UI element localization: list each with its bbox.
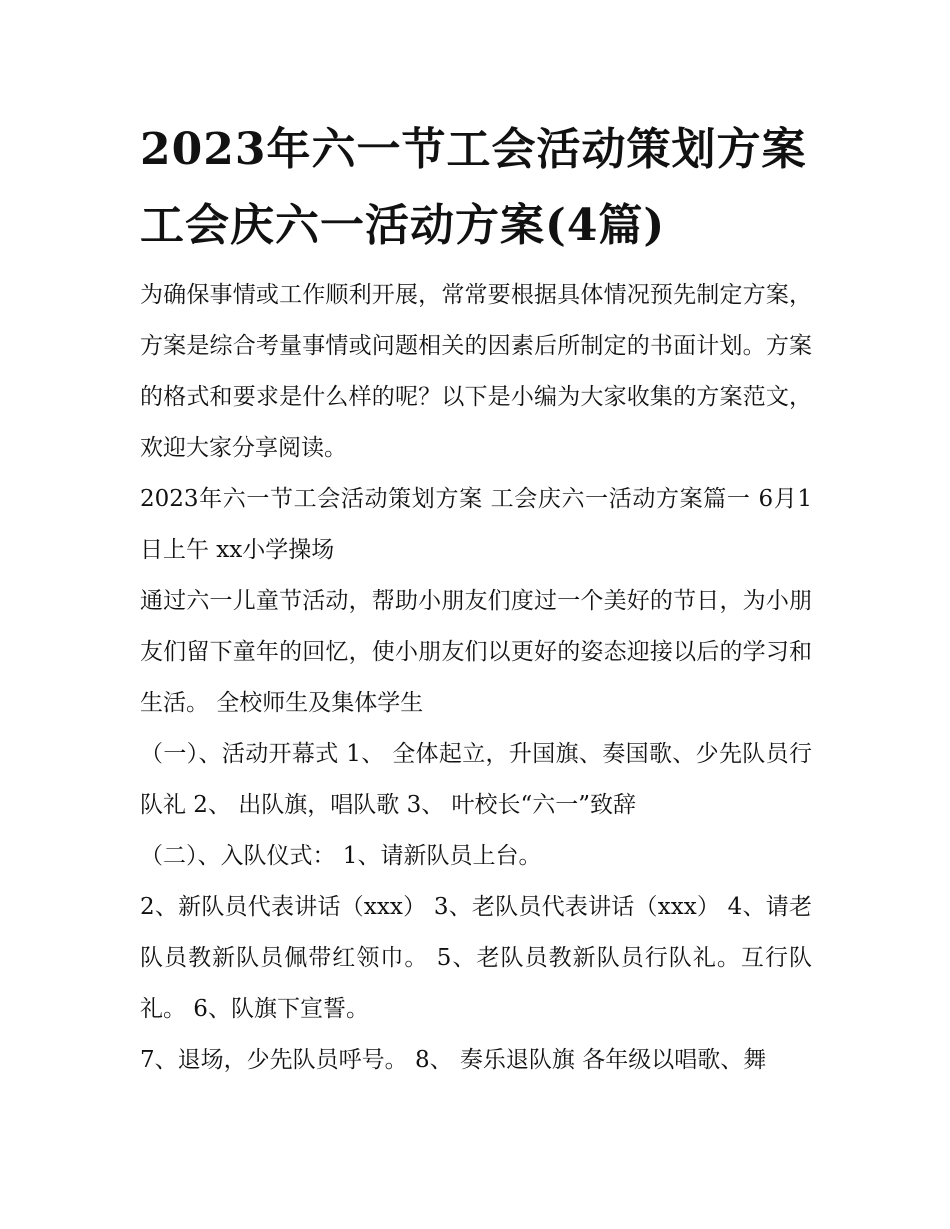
paragraph-plan-heading: 2023年六一节工会活动策划方案 工会庆六一活动方案篇一 6月1日上午 xx小学操场 [140, 486, 813, 563]
paragraph-induction-steps: 2、新队员代表讲话（xxx） 3、老队员代表讲话（xxx） 4、请老队员教新队员佩带红领巾。 5、老队员教新队员行队礼。互行队礼。 6、队旗下宣誓。 [140, 894, 812, 1022]
paragraph-closing: 7、退场，少先队员呼号。 8、 奏乐退队旗 各年级以唱歌、舞 [140, 1047, 767, 1073]
paragraph-opening-ceremony: （一）、活动开幕式 1、 全体起立，升国旗、奏国歌、少先队员行队礼 2、 出队旗，唱队歌 3、 叶校长“六一”致辞 [140, 741, 812, 818]
paragraph-induction-ceremony: （二）、入队仪式： 1、请新队员上台。 [140, 843, 542, 869]
paragraph-purpose: 通过六一儿童节活动，帮助小朋友们度过一个美好的节日，为小朋友们留下童年的回忆，使小朋友们以更好的姿态迎接以后的学习和生活。 全校师生及集体学生 [140, 588, 812, 716]
document-title: 2023年六一节工会活动策划方案 工会庆六一活动方案(4篇) [140, 124, 807, 251]
paragraph-intro: 为确保事情或工作顺利开展，常常要根据具体情况预先制定方案，方案是综合考量事情或问题相关的因素后所制定的书面计划。方案的格式和要求是什么样的呢？以下是小编为大家收集的方案范文，欢迎大家分享阅读。 [140, 282, 812, 461]
document-page [140, 112, 812, 1086]
